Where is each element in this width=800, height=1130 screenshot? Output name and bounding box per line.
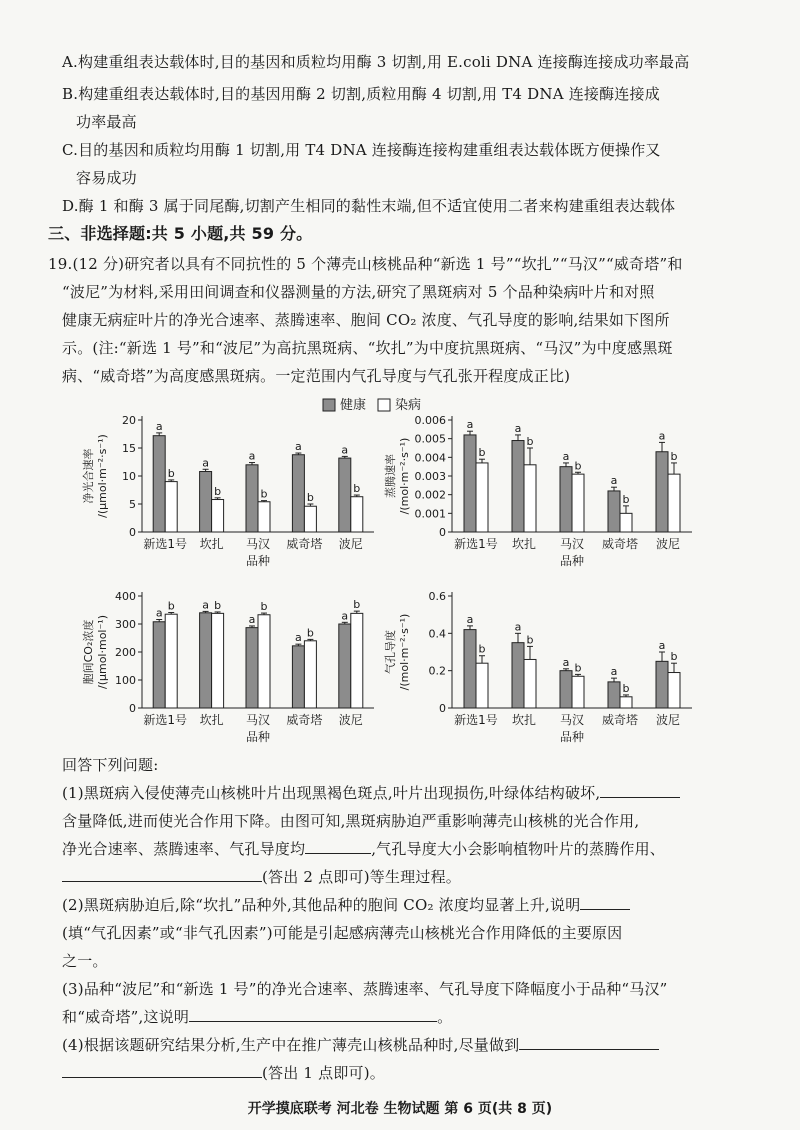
- significance-label: a: [514, 620, 522, 634]
- x-tick-label: 马汉: [559, 713, 585, 727]
- q19-intro-4: 示。(注:“新选 1 号”和“波尼”为高抗黑斑病、“坎扎”为中度抗黑斑病、“马汉”为中度感黑斑: [62, 339, 673, 357]
- significance-label: a: [155, 419, 163, 433]
- significance-label: b: [526, 435, 534, 448]
- bar-healthy: [292, 646, 304, 708]
- y-tick-label: 0.006: [414, 414, 446, 427]
- significance-label: b: [353, 598, 361, 612]
- x-tick-label: 坎扎: [199, 713, 224, 727]
- y-tick-label: 200: [115, 646, 136, 659]
- bar-healthy: [246, 465, 258, 532]
- y-tick-label: 0: [129, 526, 136, 539]
- q3-line1: (3)品种“波尼”和“新选 1 号”的净光合速率、蒸腾速率、气孔导度下降幅度小于品种“马汉”: [62, 980, 668, 998]
- y-tick-label: 0: [439, 526, 446, 539]
- answer-prompt: 回答下列问题:: [62, 756, 159, 774]
- significance-label: b: [526, 633, 534, 647]
- x-tick-label: 波尼: [338, 713, 363, 727]
- bar-healthy: [608, 491, 620, 532]
- bar-healthy: [153, 436, 165, 532]
- bar-infected: [620, 513, 632, 532]
- option-b-line2: 功率最高: [76, 113, 137, 131]
- bar-infected: [165, 482, 177, 532]
- significance-label: b: [622, 492, 630, 506]
- bar-healthy: [464, 435, 476, 532]
- bar-healthy: [292, 455, 304, 532]
- x-axis-label: 品种: [559, 730, 585, 744]
- bar-healthy: [153, 622, 165, 708]
- y-tick-label: 0: [439, 702, 446, 715]
- page-footer: 开学摸底联考 河北卷 生物试题 第 6 页(共 8 页): [247, 1101, 553, 1117]
- significance-label: b: [622, 681, 630, 695]
- x-tick-label: 新选1号: [143, 713, 188, 727]
- bar-infected: [572, 676, 584, 708]
- bar-infected: [165, 614, 177, 708]
- bar-healthy: [339, 458, 351, 532]
- significance-label: b: [574, 459, 582, 473]
- q1-line4: [62, 867, 461, 887]
- significance-label: a: [155, 606, 163, 620]
- x-tick-label: 波尼: [338, 537, 363, 551]
- significance-label: b: [670, 449, 678, 463]
- q2-line3: 之一。: [62, 952, 108, 970]
- significance-label: b: [167, 466, 175, 480]
- bar-healthy: [512, 441, 524, 532]
- bar-infected: [304, 506, 316, 532]
- bar-infected: [620, 697, 632, 708]
- figure-charts: [0, 390, 800, 770]
- y-axis-unit: /(mol·m⁻²·s⁻¹): [398, 437, 411, 515]
- q1-text-c1: 净光合速率、蒸腾速率、气孔导度均: [62, 840, 306, 858]
- q1-blank-2[interactable]: [305, 839, 371, 854]
- significance-label: b: [306, 626, 314, 640]
- significance-label: a: [466, 612, 474, 626]
- q1-text-c2: ,气孔导度大小会影响植物叶片的蒸腾作用、: [371, 840, 665, 858]
- x-tick-label: 坎扎: [199, 537, 224, 551]
- q4-blank-2[interactable]: [62, 1063, 262, 1078]
- bar-infected: [351, 497, 363, 532]
- legend-healthy-label: 健康: [340, 398, 367, 413]
- significance-label: a: [341, 609, 349, 623]
- q3-text-b1: 和“威奇塔”,这说明: [62, 1008, 190, 1026]
- y-axis-label: 净光合速率: [82, 448, 95, 504]
- bar-healthy: [200, 613, 212, 708]
- y-axis-unit: /(μmol·mol⁻¹): [96, 614, 109, 690]
- y-axis-label: 蒸腾速率: [384, 454, 397, 498]
- bar-healthy: [246, 628, 258, 708]
- y-tick-label: 0.005: [414, 432, 446, 446]
- y-tick-label: 0.2: [428, 664, 446, 678]
- x-tick-label: 坎扎: [511, 537, 537, 551]
- x-tick-label: 马汉: [245, 537, 271, 551]
- significance-label: a: [248, 612, 256, 626]
- chart-3: [81, 590, 374, 744]
- q19-intro-1: 19.(12 分)研究者以具有不同抗性的 5 个薄壳山核桃品种“新选 1 号”“坎扎”“马汉”“威奇塔”和: [48, 255, 683, 273]
- q3-text-b2: 。: [437, 1008, 453, 1026]
- q3-blank[interactable]: [189, 1007, 437, 1022]
- bar-infected: [212, 613, 224, 708]
- x-tick-label: 威奇塔: [286, 537, 323, 551]
- option-c-line2: 容易成功: [76, 169, 137, 187]
- x-tick-label: 威奇塔: [601, 537, 639, 551]
- x-tick-label: 新选1号: [454, 713, 498, 727]
- y-tick-label: 400: [115, 590, 136, 603]
- significance-label: b: [478, 446, 486, 460]
- x-tick-label: 威奇塔: [601, 713, 639, 727]
- chart-4: [383, 590, 692, 744]
- bar-infected: [476, 463, 488, 532]
- bar-infected: [212, 500, 224, 532]
- x-tick-label: 坎扎: [511, 713, 537, 727]
- x-axis-label: 品种: [245, 554, 271, 568]
- bar-healthy: [560, 671, 572, 708]
- bar-infected: [572, 474, 584, 532]
- section-title: 三、非选择题:共 5 小题,共 59 分。: [48, 224, 313, 243]
- q1-line1: [62, 783, 680, 803]
- y-tick-label: 5: [129, 498, 136, 511]
- bar-healthy: [656, 661, 668, 708]
- chart-1: [81, 414, 374, 568]
- q1-text-d: (答出 2 点即可)等生理过程。: [262, 868, 461, 886]
- significance-label: b: [353, 482, 361, 496]
- q3-line2: [62, 1007, 452, 1027]
- bar-infected: [304, 641, 316, 708]
- q1-text-a: (1)黑斑病入侵使薄壳山核桃叶片出现黑褐色斑点,叶片出现损伤,叶绿体结构破坏,: [62, 784, 601, 802]
- y-tick-label: 20: [122, 414, 136, 427]
- x-tick-label: 波尼: [655, 713, 681, 727]
- q2-line2: (填“气孔因素”或“非气孔因素”)可能是引起感病薄壳山核桃光合作用降低的主要原因: [62, 924, 623, 942]
- option-a: A.构建重组表达载体时,目的基因和质粒均用酶 3 切割,用 E.coli DNA 连接酶连接成功率最高: [62, 53, 690, 71]
- q4-blank-1[interactable]: [519, 1035, 659, 1050]
- y-axis-label: 气孔导度: [384, 630, 397, 674]
- significance-label: a: [658, 429, 666, 443]
- significance-label: a: [466, 418, 474, 432]
- significance-label: a: [514, 421, 522, 435]
- q4-text-b: (答出 1 点即可)。: [262, 1064, 385, 1082]
- significance-label: b: [260, 600, 268, 614]
- x-axis-label: 品种: [245, 730, 271, 744]
- x-axis-label: 品种: [559, 554, 585, 568]
- y-tick-label: 0.4: [428, 627, 446, 641]
- bar-healthy: [656, 452, 668, 532]
- x-tick-label: 新选1号: [143, 537, 188, 551]
- significance-label: a: [562, 655, 570, 669]
- y-tick-label: 0.001: [414, 507, 446, 521]
- bar-healthy: [200, 472, 212, 532]
- y-tick-label: 0.6: [428, 590, 446, 603]
- y-axis-unit: /(mol·m⁻²·s⁻¹): [398, 613, 411, 691]
- q2-text-a: (2)黑斑病胁迫后,除“坎扎”品种外,其他品种的胞间 CO₂ 浓度均显著上升,说明: [62, 896, 581, 914]
- bar-healthy: [608, 682, 620, 708]
- x-tick-label: 马汉: [245, 713, 271, 727]
- y-tick-label: 10: [122, 470, 136, 483]
- significance-label: a: [610, 474, 618, 488]
- bar-infected: [258, 615, 270, 708]
- x-tick-label: 新选1号: [454, 537, 498, 551]
- y-tick-label: 0.003: [414, 470, 446, 483]
- y-axis-label: 胞间CO₂浓度: [82, 619, 95, 685]
- y-tick-label: 0.002: [414, 488, 446, 502]
- bar-infected: [668, 673, 680, 708]
- q4-line1: [62, 1035, 659, 1055]
- bar-infected: [351, 613, 363, 708]
- significance-label: a: [562, 449, 570, 463]
- x-tick-label: 威奇塔: [286, 713, 323, 727]
- y-tick-label: 0: [129, 702, 136, 715]
- q19-intro-3: 健康无病症叶片的净光合速率、蒸腾速率、胞间 CO₂ 浓度、气孔导度的影响,结果如下图所: [62, 311, 670, 329]
- significance-label: b: [214, 598, 222, 612]
- significance-label: a: [295, 631, 302, 645]
- legend-healthy-swatch: [323, 399, 335, 411]
- significance-label: b: [260, 487, 268, 501]
- bar-infected: [524, 465, 536, 532]
- q1-line2: 含量降低,进而使光合作用下降。由图可知,黑斑病胁迫严重影响薄壳山核桃的光合作用,: [62, 812, 640, 830]
- significance-label: b: [214, 484, 222, 498]
- q4-line2: [62, 1063, 385, 1083]
- y-tick-label: 100: [115, 674, 136, 687]
- significance-label: b: [306, 491, 314, 504]
- significance-label: a: [295, 440, 302, 454]
- bar-infected: [524, 659, 536, 708]
- bar-healthy: [560, 467, 572, 532]
- bar-healthy: [339, 624, 351, 708]
- significance-label: a: [202, 456, 209, 470]
- y-axis-unit: /(μmol·m⁻²·s⁻¹): [96, 434, 109, 518]
- significance-label: b: [478, 642, 486, 656]
- legend: [323, 397, 421, 413]
- legend-infected-swatch: [378, 399, 390, 411]
- q1-blank-3[interactable]: [62, 867, 262, 882]
- y-tick-label: 15: [122, 442, 136, 455]
- significance-label: a: [202, 598, 209, 612]
- significance-label: a: [341, 443, 349, 457]
- bar-healthy: [464, 630, 476, 708]
- q19-intro-2: “波尼”为材料,采用田间调查和仪器测量的方法,研究了黑斑病对 5 个品种染病叶片和对照: [62, 283, 655, 301]
- significance-label: b: [670, 650, 678, 664]
- chart-2: [383, 414, 692, 568]
- significance-label: a: [610, 665, 618, 679]
- bar-infected: [668, 474, 680, 532]
- y-tick-label: 300: [115, 618, 136, 631]
- legend-infected-label: 染病: [395, 398, 422, 413]
- significance-label: b: [167, 599, 175, 613]
- x-tick-label: 马汉: [559, 537, 585, 551]
- x-tick-label: 波尼: [655, 537, 681, 551]
- y-tick-label: 0.004: [414, 451, 446, 465]
- option-c-line1: C.目的基因和质粒均用酶 1 切割,用 T4 DNA 连接酶连接构建重组表达载体既方便操作又: [62, 141, 661, 159]
- q2-blank[interactable]: [580, 895, 630, 910]
- q1-blank-1[interactable]: [600, 783, 680, 798]
- bar-healthy: [512, 643, 524, 708]
- bar-infected: [258, 502, 270, 532]
- bar-infected: [476, 663, 488, 708]
- significance-label: b: [574, 661, 582, 675]
- option-b-line1: B.构建重组表达载体时,目的基因用酶 2 切割,质粒用酶 4 切割,用 T4 DNA 连接酶连接成: [62, 85, 660, 103]
- q2-line1: [62, 895, 630, 915]
- significance-label: a: [248, 449, 256, 463]
- significance-label: a: [658, 639, 666, 652]
- option-d: D.酶 1 和酶 3 属于同尾酶,切割产生相同的黏性末端,但不适宜使用二者来构建重组表达载体: [62, 197, 676, 215]
- q19-intro-5: 病、“威奇塔”为高度感黑斑病。一定范围内气孔导度与气孔张开程度成正比): [62, 367, 571, 385]
- q1-line3: [62, 839, 665, 859]
- q4-text-a: (4)根据该题研究结果分析,生产中在推广薄壳山核桃品种时,尽量做到: [62, 1036, 520, 1054]
